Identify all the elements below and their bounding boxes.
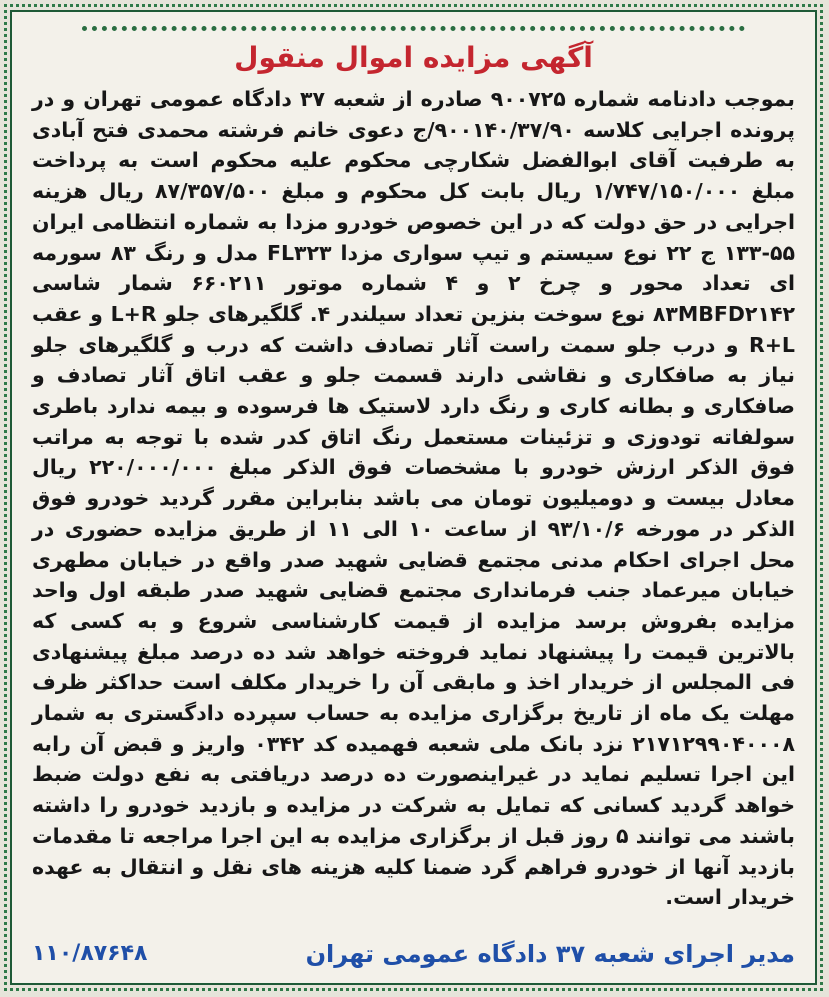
notice-footer (32, 936, 795, 976)
signature-line: مدیر اجرای شعبه ۳۷ دادگاه عمومی تهران (305, 940, 795, 968)
notice-title: آگهی مزایده اموال منقول (234, 41, 593, 74)
top-dotted-rule (82, 26, 745, 31)
notice-frame (10, 10, 817, 985)
reference-number: ۱۱۰/۸۷۶۴۸ (32, 941, 148, 966)
notice-body: بموجب دادنامه شماره ۹۰۰۷۲۵ صادره از شعبه ۳۷ دادگاه عمومی تهران و در پرونده اجرایی کلاسه ۹۰۰۱۴۰/۳۷/۹۰/ج دعوی خانم فرشته محمدی فتح آبادی به طرفیت آقای ابوالفضل شکارچی محکوم علیه محکوم است به پرداخت مبلغ ۱/۷۴۷/۱۵۰/۰۰۰ ریال بابت کل محکوم و مبلغ ۸۷/۳۵۷/۵۰۰ ریال هزینه اجرایی در حق دولت که در این خصوص خودرو مزدا به شماره انتظامی ایران ۵۵-۱۳۳ ج ۲۲ نوع سیستم و تیپ سواری مزدا FL۳۲۳ مدل و رنگ ۸۳ سورمه ای تعداد محور و چرخ ۲ و ۴ شماره موتور ۶۶۰۲۱۱ شمار شاسی ۸۳MBFD۲۱۴۲ نوع سوخت بنزین تعداد سیلندر ۴. گلگیرهای جلو L+R و عقب R+L و درب جلو سمت راست آثار تصادف داشت که درب و گلگیرهای جلو نیاز به صافکاری و نقاشی دارند قسمت جلو و عقب اتاق آثار تصادف و صافکاری و بطانه کاری و رنگ دارد لاستیک ها فرسوده و بیمه ندارد باطری سولفاته تودوزی و تزئینات مستعمل رنگ اتاق کدر شده با توجه به مراتب فوق الذکر ارزش خودرو با مشخصات فوق الذکر مبلغ ۲۲۰/۰۰۰/۰۰۰ ریال معادل بیست و دومیلیون تومان می باشد بنابراین مقرر گردید خودرو فوق الذکر در مورخه ۹۳/۱۰/۶ از ساعت ۱۰ الی ۱۱ از طریق مزایده حضوری در محل اجرای احکام مدنی مجتمع قضایی شهید صدر واقع در خیابان مطهری خیابان میرعماد جنب فرمانداری مجتمع قضایی شهید صدر طبقه اول واحد مزایده بفروش برسد مزایده از قیمت کارشناسی شروع و به کسی که بالاترین قیمت را پیشنهاد نماید فروخته خواهد شد ده درصد مبلغ پیشنهادی فی المجلس از خریدار اخذ و مابقی آن را خریدار مکلف است حداکثر ظرف مهلت یک ماه از تاریخ برگزاری مزایده به حساب سپرده دادگستری به شمار ۲۱۷۱۲۹۹۰۴۰۰۰۸ نزد بانک ملی شعبه فهمیده کد ۰۳۴۲ واریز و قبض آن رابه این اجرا تسلیم نماید در غیراینصورت ده درصد دریافتی به نفع دولت ضبط خواهد گردید کسانی که تمایل به شرکت در مزایده و بازدید خودرو را داشته باشند می توانند ۵ روز قبل از برگزاری مزایده به این اجرا مراجعه تا مقدمات بازدید آنها از خودرو فراهم گرد ضمنا کلیه هزینه های نقل و انتقال به عهده خریدار است. (32, 87, 796, 910)
